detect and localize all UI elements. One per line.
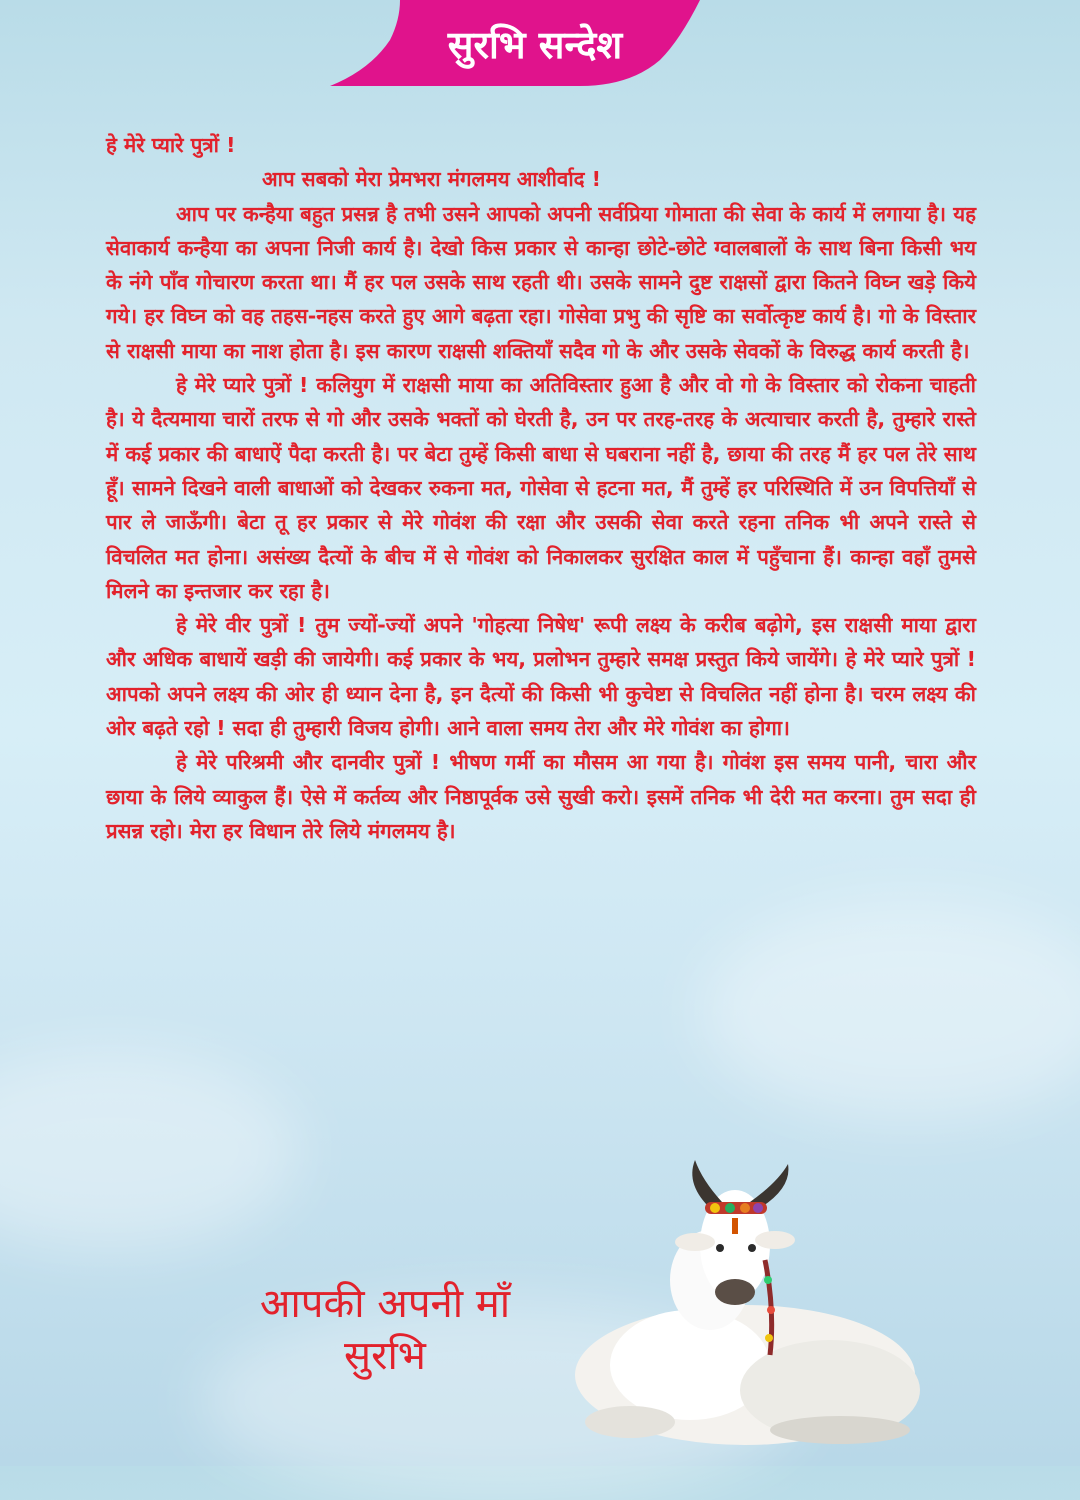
letter-paragraph: हे मेरे वीर पुत्रों ! तुम ज्यों-ज्यों अपने 'गोहत्या निषेध' रूपी लक्ष्य के करीब बढ़ोगे, इस राक्षसी माया द्वारा और अधिक बाधायें खड़ी की जायेगी। कई प्रकार के भय, प्रलोभन तुम्हारे समक्ष प्रस्तुत किये जायेंगे। हे मेरे प्यारे पुत्रों ! आपको अपने लक्ष्य की ओर ही ध्यान देना है, इन दैत्यों की किसी भी कुचेष्टा से विचलित नहीं होना है। चरम लक्ष्य की ओर बढ़ते रहो ! सदा ही तुम्हारी विजय होगी। आने वाला समय तेरा और मेरे गोवंश का होगा।: [106, 613, 976, 741]
background-cloud: [700, 900, 1080, 1120]
signature-line-2: सुरभि: [344, 1333, 426, 1379]
cow-illustration: [570, 1150, 930, 1450]
banner-title: सुरभि सन्देश: [447, 22, 623, 67]
letter-blessing: आप सबको मेरा प्रेमभरा मंगलमय आशीर्वाद !: [262, 167, 602, 192]
signature: [200, 1278, 570, 1382]
letter-paragraph: आप पर कन्हैया बहुत प्रसन्न है तभी उसने आपको अपनी सर्वप्रिया गोमाता की सेवा के कार्य में लगाया है। यह सेवाकार्य कन्हैया का अपना निजी कार्य है। देखो किस प्रकार से कान्हा छोटे-छोटे ग्वालबालों के साथ बिना किसी भय के नंगे पाँव गोचारण करता था। मैं हर पल उसके साथ रहती थी। उसके सामने दुष्ट राक्षसों द्वारा कितने विघ्न खड़े किये गये। हर विघ्न को वह तहस-नहस करते हुए आगे बढ़ता रहा। गोसेवा प्रभु की सृष्टि का सर्वोत्कृष्ट कार्य है। गो के विस्तार से राक्षसी माया का नाश होता है। इस कारण राक्षसी शक्तियाँ सदैव गो के और उसके सेवकों के विरुद्ध कार्य करती है।: [106, 201, 976, 363]
letter-paragraph: हे मेरे परिश्रमी और दानवीर पुत्रों ! भीषण गर्मी का मौसम आ गया है। गोवंश इस समय पानी, चारा और छाया के लिये व्याकुल हैं। ऐसे में कर्तव्य और निष्ठापूर्वक उसे सुखी करो। इसमें तनिक भी देरी मत करना। तुम सदा ही प्रसन्न रहो। मेरा हर विधान तेरे लिये मंगलमय है।: [106, 750, 976, 843]
letter-paragraph: हे मेरे प्यारे पुत्रों ! कलियुग में राक्षसी माया का अतिविस्तार हुआ है और वो गो के विस्तार को रोकना चाहती है। ये दैत्यमाया चारों तरफ से गो और उसके भक्तों को घेरती है, उन पर तरह-तरह के अत्याचार करती है, तुम्हारे रास्ते में कई प्रकार की बाधाऐं पैदा करती है। पर बेटा तुम्हें किसी बाधा से घबराना नहीं है, छाया की तरह मैं हर पल तेरे साथ हूँ। सामने दिखने वाली बाधाओं को देखकर रुकना मत, गोसेवा से हटना मत, मैं तुम्हें हर परिस्थिति में उन विपत्तियाँ से पार ले जाऊँगी। बेटा तू हर प्रकार से मेरे गोवंश की रक्षा और उसकी सेवा करते रहना तनिक भी अपने रास्ते से विचलित मत होना। असंख्य दैत्यों के बीच में से गोवंश को निकालकर सुरक्षित काल में पहुँचाना हैं। कान्हा वहाँ तुमसे मिलने का इन्तजार कर रहा है।: [106, 373, 976, 603]
signature-line-1: आपकी अपनी माँ: [259, 1281, 511, 1327]
background-cloud: [0, 1050, 300, 1250]
header-banner: [330, 0, 700, 88]
letter-greeting: हे मेरे प्यारे पुत्रों !: [106, 133, 236, 157]
letter-body: [106, 128, 976, 848]
